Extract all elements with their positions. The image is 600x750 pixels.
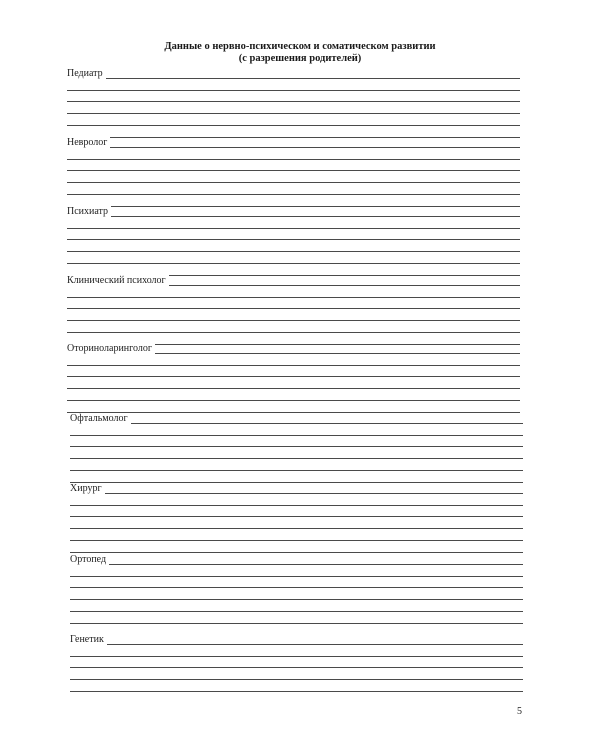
writing-line[interactable] [70, 691, 523, 692]
writing-line[interactable] [67, 308, 520, 309]
writing-line[interactable] [70, 587, 523, 588]
section-label-ophthalmologist: Офтальмолог [70, 413, 131, 425]
page-subtitle: (с разрешения родителей) [238, 53, 362, 64]
writing-line[interactable] [70, 564, 523, 565]
section-label-clinical-psychologist: Клинический психолог [67, 275, 169, 287]
page-number: 5 [517, 706, 522, 717]
writing-line[interactable] [70, 528, 523, 529]
writing-line[interactable] [70, 599, 523, 600]
section-label-surgeon: Хирург [70, 483, 105, 495]
writing-line[interactable] [70, 576, 523, 577]
writing-line[interactable] [70, 656, 523, 657]
writing-line[interactable] [70, 470, 523, 471]
writing-line[interactable] [67, 113, 520, 114]
writing-line[interactable] [67, 206, 520, 207]
writing-line[interactable] [67, 297, 520, 298]
section-label-neurologist: Невролог [67, 137, 110, 149]
writing-line[interactable] [70, 623, 523, 624]
writing-line[interactable] [67, 170, 520, 171]
writing-line[interactable] [70, 458, 523, 459]
writing-line[interactable] [67, 228, 520, 229]
section-label-orthopedist: Ортопед [70, 554, 109, 566]
writing-line[interactable] [67, 376, 520, 377]
writing-line[interactable] [70, 423, 523, 424]
writing-line[interactable] [67, 263, 520, 264]
writing-line[interactable] [67, 239, 520, 240]
writing-line[interactable] [67, 365, 520, 366]
writing-line[interactable] [67, 78, 520, 79]
section-label-otorhinolaryngologist: Оториноларинголог [67, 343, 155, 355]
writing-line[interactable] [67, 332, 520, 333]
writing-line[interactable] [70, 667, 523, 668]
writing-line[interactable] [67, 216, 520, 217]
writing-line[interactable] [70, 505, 523, 506]
page-title: Данные о нервно-психическом и соматическом развитии [164, 41, 436, 52]
writing-line[interactable] [67, 90, 520, 91]
writing-line[interactable] [67, 194, 520, 195]
writing-line[interactable] [70, 552, 523, 553]
section-label-geneticist: Генетик [70, 634, 107, 646]
section-label-pediatrician: Педиатр [67, 68, 106, 80]
writing-line[interactable] [67, 101, 520, 102]
writing-line[interactable] [67, 412, 520, 413]
section-label-psychiatrist: Психиатр [67, 206, 111, 218]
writing-line[interactable] [70, 611, 523, 612]
writing-line[interactable] [70, 493, 523, 494]
writing-line[interactable] [67, 125, 520, 126]
writing-line[interactable] [70, 540, 523, 541]
writing-line[interactable] [67, 147, 520, 148]
writing-line[interactable] [70, 644, 523, 645]
writing-line[interactable] [70, 446, 523, 447]
writing-line[interactable] [67, 388, 520, 389]
writing-line[interactable] [70, 435, 523, 436]
writing-line[interactable] [67, 182, 520, 183]
writing-line[interactable] [67, 137, 520, 138]
writing-line[interactable] [70, 679, 523, 680]
writing-line[interactable] [70, 516, 523, 517]
writing-line[interactable] [67, 159, 520, 160]
writing-line[interactable] [70, 482, 523, 483]
writing-line[interactable] [67, 320, 520, 321]
writing-line[interactable] [67, 400, 520, 401]
writing-line[interactable] [67, 251, 520, 252]
